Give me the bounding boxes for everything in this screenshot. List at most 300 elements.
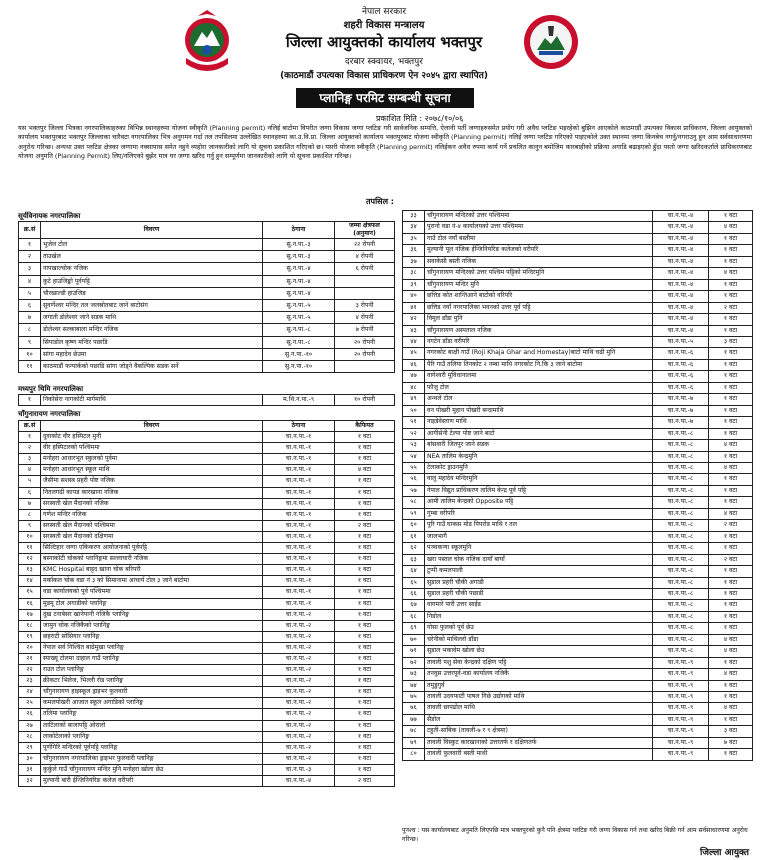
ministry-label: शहरी विकास मन्त्रालय bbox=[343, 20, 425, 31]
table-row bbox=[19, 520, 395, 531]
description-cell: तावली फुलवारी बस्ती माथी bbox=[425, 749, 653, 760]
address-cell: चा.न.पा.-२ bbox=[263, 709, 335, 720]
address-cell: चा.न.पा.-८ bbox=[653, 646, 709, 657]
table-row bbox=[403, 279, 753, 290]
serial-cell: ५५ bbox=[403, 462, 425, 473]
remarks-cell: १ वटा bbox=[709, 588, 753, 599]
table-row bbox=[403, 382, 753, 393]
remarks-cell: १ वटा bbox=[709, 714, 753, 725]
table-row bbox=[19, 565, 395, 576]
description-cell: नगटेन डाँडा वरीपरि bbox=[425, 336, 653, 347]
description-cell: चाँगुनारायण मन्दिर मुनि bbox=[425, 279, 653, 290]
serial-cell: ६८ bbox=[403, 611, 425, 622]
serial-cell: १० bbox=[19, 531, 41, 542]
serial-cell: ४३ bbox=[403, 325, 425, 336]
description-cell: तावली छापढोल माथि bbox=[425, 703, 653, 714]
table-row bbox=[403, 371, 753, 382]
serial-cell: ६७ bbox=[403, 600, 425, 611]
address-cell: चा.न.पा.-४ bbox=[653, 302, 709, 313]
address-cell: सु.न.पा.-४ bbox=[263, 287, 335, 299]
description-cell: सिल्टिहार जग्गा एकिकरण आयोजनाको पूर्वपट्टि bbox=[41, 543, 263, 554]
remarks-cell: १ वटा bbox=[335, 598, 395, 609]
description-cell: विमुल डाँडा मुनि bbox=[425, 314, 653, 325]
address-cell: चा.न.पा.-८ bbox=[653, 634, 709, 645]
description-cell: तावली पशु सेवा केन्द्रको दक्षिण पट्टि bbox=[425, 657, 653, 668]
remarks-cell: १ वटा bbox=[335, 509, 395, 520]
serial-cell: ५७ bbox=[403, 485, 425, 496]
serial-cell: ७१ bbox=[403, 646, 425, 657]
table-row bbox=[403, 394, 753, 405]
column-header: क्र.सं bbox=[19, 421, 41, 432]
address-cell: चा.न.पा.-१ bbox=[263, 432, 335, 443]
description-cell: गणेश मन्दिर नजिक bbox=[41, 509, 263, 520]
remarks-cell: २ वटा bbox=[335, 776, 395, 787]
table-row bbox=[403, 611, 753, 622]
table-row bbox=[19, 620, 395, 631]
address-cell: चा.न.पा.-१ bbox=[263, 454, 335, 465]
address-cell: चा.न.पा.-८ bbox=[653, 588, 709, 599]
description-cell: वागमारे पारी उत्तर साईड bbox=[425, 600, 653, 611]
description-cell: सुडाल प्रहरी चौकी अगाडी bbox=[425, 577, 653, 588]
serial-cell: ५ bbox=[19, 476, 41, 487]
table-row bbox=[403, 737, 753, 748]
description-cell: तावली विस्कुट कारखानाको उत्तरतर्फ र दक्षिणतर्फ bbox=[425, 737, 653, 748]
serial-cell: ३४ bbox=[403, 222, 425, 233]
address-cell: चा.न.पा.-८ bbox=[653, 451, 709, 462]
remarks-cell: १ वटा bbox=[709, 211, 753, 222]
table-row bbox=[403, 211, 753, 222]
remarks-cell: ४ वटा bbox=[709, 268, 753, 279]
remarks-cell: ४ वटा bbox=[709, 703, 753, 714]
remarks-cell: ४ रोपनी bbox=[335, 251, 395, 263]
address-cell: चा.न.पा.-२ bbox=[263, 687, 335, 698]
table-row bbox=[19, 531, 395, 542]
address-cell: चा.न.पा.-८ bbox=[653, 508, 709, 519]
remarks-cell: १ वटा bbox=[709, 245, 753, 256]
description-cell: चाँगुनारायण हाइस्कूल ड्राइभर फुलवारी bbox=[41, 687, 263, 698]
serial-cell: ७ bbox=[19, 312, 41, 324]
remarks-cell: २० रोपनी bbox=[335, 336, 395, 348]
address-cell: चा.न.पा.-८ bbox=[653, 485, 709, 496]
description-cell: फौजु टोल bbox=[425, 382, 653, 393]
serial-cell: ५२ bbox=[403, 428, 425, 439]
address-cell: सु.न.पा.-५ bbox=[263, 312, 335, 324]
address-cell: चा.न.पा.-९ bbox=[653, 726, 709, 737]
remarks-cell: १ वटा bbox=[709, 394, 753, 405]
remarks-cell: २ वटा bbox=[709, 302, 753, 313]
description-cell: चाँगुनारायण नगरपालिका ड्राइभर फुलवारी प्लानिङ्ग bbox=[41, 753, 263, 764]
address-cell: सु.न.पा.-८ bbox=[263, 336, 335, 348]
serial-cell: ७४ bbox=[403, 680, 425, 691]
address-cell: चा.न.पा.-१ bbox=[263, 598, 335, 609]
address-cell: चा.न.पा.-२ bbox=[263, 742, 335, 753]
description-cell: नेपाल विद्युत प्राधिकरण तालिम केन्द्र पूर्व पट्टि bbox=[425, 485, 653, 496]
table-row bbox=[19, 554, 395, 565]
remarks-cell: १ वटा bbox=[709, 485, 753, 496]
table-row bbox=[403, 669, 753, 680]
serial-cell: २३ bbox=[19, 676, 41, 687]
remarks-cell: १ वटा bbox=[335, 443, 395, 454]
remarks-cell: १ वटा bbox=[335, 642, 395, 653]
serial-cell: १ bbox=[19, 432, 41, 443]
table-row bbox=[403, 714, 753, 725]
description-cell: दुवाकोट वीर हस्पिटल मुनी bbox=[41, 432, 263, 443]
table-row bbox=[403, 749, 753, 760]
serial-cell: २४ bbox=[19, 687, 41, 698]
serial-cell: ९ bbox=[19, 520, 41, 531]
table-row bbox=[19, 251, 395, 263]
table-row bbox=[403, 314, 753, 325]
remarks-cell: १ वटा bbox=[709, 382, 753, 393]
suryabinayak-table bbox=[18, 221, 395, 373]
table-row bbox=[403, 543, 753, 554]
table-row bbox=[403, 577, 753, 588]
serial-cell: ११ bbox=[19, 543, 41, 554]
address-cell: चा.न.पा.-८ bbox=[653, 428, 709, 439]
table-row bbox=[19, 665, 395, 676]
remarks-cell: १ वटा bbox=[709, 279, 753, 290]
table-row bbox=[19, 742, 395, 753]
serial-cell: ५१ bbox=[403, 417, 425, 428]
table-row bbox=[19, 324, 395, 336]
description-cell: राउत टोल प्लानिङ्ग bbox=[41, 665, 263, 676]
remarks-cell: २ वटा bbox=[335, 520, 395, 531]
table-row bbox=[403, 268, 753, 279]
description-cell: नापखाल्चोक नजिक bbox=[41, 263, 263, 275]
description-cell: सांगा महादेव छेउमा bbox=[41, 348, 263, 360]
serial-cell: ३८ bbox=[403, 268, 425, 279]
serial-cell: २८ bbox=[19, 731, 41, 742]
table-row bbox=[403, 531, 753, 542]
table-row bbox=[19, 709, 395, 720]
table-row bbox=[19, 609, 395, 620]
serial-cell: २६ bbox=[19, 709, 41, 720]
remarks-cell: १ वटा bbox=[709, 291, 753, 302]
column-header: क्र.सं bbox=[19, 222, 41, 239]
address-cell: चा.न.पा.-२ bbox=[263, 620, 335, 631]
description-cell: लाकोटेलाको प्लानिङ्ग bbox=[41, 731, 263, 742]
serial-cell: ५९ bbox=[403, 508, 425, 519]
serial-cell: ६४ bbox=[403, 566, 425, 577]
remarks-cell: २० रोपनी bbox=[335, 348, 395, 360]
address-cell: चा.न.पा.-२ bbox=[263, 698, 335, 709]
address-cell: चा.न.पा.-१ bbox=[263, 443, 335, 454]
serial-cell: ७० bbox=[403, 634, 425, 645]
remarks-cell bbox=[335, 287, 395, 299]
table-row bbox=[19, 432, 395, 443]
address-cell: चा.न.पा.-८ bbox=[653, 520, 709, 531]
description-cell: सरस्वती खेल मैदानको पश्चिममा bbox=[41, 520, 263, 531]
description-cell: कुटे हाउजिङ्को पूर्वपट्टि bbox=[41, 275, 263, 287]
table-row bbox=[19, 239, 395, 251]
address-cell: चा.न.पा.-६ bbox=[653, 348, 709, 359]
serial-cell: ५६ bbox=[403, 474, 425, 485]
serial-cell: ५० bbox=[403, 405, 425, 416]
remarks-cell: ४ वटा bbox=[709, 440, 753, 451]
remarks-cell: ४ वटा bbox=[709, 669, 753, 680]
remarks-cell: १ वटा bbox=[335, 543, 395, 554]
remarks-cell: १ वटा bbox=[709, 680, 753, 691]
table-row bbox=[19, 687, 395, 698]
description-cell: टेलाकोट ड्राउनमुनि bbox=[425, 462, 653, 473]
serial-cell: ३५ bbox=[403, 233, 425, 244]
description-cell: टुप्पी कमलपाली bbox=[425, 566, 653, 577]
remarks-cell: ४ वटा bbox=[709, 222, 753, 233]
remarks-cell: १ वटा bbox=[709, 325, 753, 336]
remarks-cell: १ वटा bbox=[335, 731, 395, 742]
remarks-cell: १ वटा bbox=[709, 657, 753, 668]
serial-cell: ११ bbox=[19, 361, 41, 373]
remarks-cell: १ वटा bbox=[335, 687, 395, 698]
description-cell: कुर्कुले गाउँ चाँगुनारायण मन्दिर मुनि मनोहरा खोला छेउ bbox=[41, 764, 263, 775]
description-cell: अन्थले टोल bbox=[425, 394, 653, 405]
address-cell: चा.न.पा.-४ bbox=[653, 233, 709, 244]
serial-cell: १३ bbox=[19, 565, 41, 576]
description-cell: नगरकोट बाक्षी गाउँ (Roji Khaja Ghar and Homestay)बाटो माथि चढी मुनि bbox=[425, 348, 653, 359]
description-cell: जैसीमा सशस्त्र प्रहरी पोष्ट नजिक bbox=[41, 476, 263, 487]
remarks-cell: ४ वटा bbox=[709, 508, 753, 519]
table-row bbox=[19, 653, 395, 664]
address-cell: चा.न.पा.-४ bbox=[653, 245, 709, 256]
office-title: जिल्ला आयुक्तको कार्यालय भक्तपुर bbox=[285, 33, 483, 51]
address-cell: चा.न.पा.-२ bbox=[263, 753, 335, 764]
description-cell: मुल्पानी बारी ईन्जिनियरिङ कलेज वरीपरी bbox=[41, 776, 263, 787]
government-label: नेपाल सरकार bbox=[361, 7, 407, 17]
serial-cell: ४७ bbox=[403, 371, 425, 382]
remarks-cell: ४ वटा bbox=[335, 465, 395, 476]
address-cell: चा.न.पा.-८ bbox=[653, 623, 709, 634]
address-cell: चा.न.पा.-९ bbox=[653, 680, 709, 691]
address-cell: चा.न.पा.-७ bbox=[653, 405, 709, 416]
serial-cell: १६ bbox=[19, 598, 41, 609]
serial-cell: ८ bbox=[19, 509, 41, 520]
description-cell: मुडमू टोल अगाडीको प्लानिङ्ग bbox=[41, 598, 263, 609]
table-row bbox=[403, 474, 753, 485]
description-cell: मर्काकल चोक वडा नं ३ को सिमानामा आचार्य टोल ३ जाने बाटोमा bbox=[41, 576, 263, 587]
table-row bbox=[403, 291, 753, 302]
description-cell: सरस्वती खेल मैदानको दक्षिणमा bbox=[41, 531, 263, 542]
remarks-cell: ७ वटा bbox=[709, 737, 753, 748]
remarks-cell: १ वटा bbox=[335, 764, 395, 775]
table-row bbox=[19, 764, 395, 775]
description-cell: खरा पस्तल चोक नजिक दायाँ बायाँ bbox=[425, 554, 653, 565]
changunarayan-table-right bbox=[402, 210, 753, 761]
table-row bbox=[19, 720, 395, 731]
serial-cell: ६६ bbox=[403, 588, 425, 599]
table-row bbox=[19, 543, 395, 554]
changunarayan-table-left bbox=[18, 420, 395, 787]
description-cell: दुख टनाबेसर खानेपानी नजिकै प्लानिङ्ग bbox=[41, 609, 263, 620]
remarks-cell: १ वटा bbox=[709, 256, 753, 267]
column-header: विवरण bbox=[41, 222, 263, 239]
description-cell: छत्तिड कोत शान्तिआने बाटोको वरिपरि bbox=[425, 291, 653, 302]
serial-cell: ४० bbox=[403, 291, 425, 302]
remarks-cell: ४ वटा bbox=[709, 646, 753, 657]
serial-cell: ६३ bbox=[403, 554, 425, 565]
remarks-cell: १ वटा bbox=[335, 665, 395, 676]
serial-cell: २५ bbox=[19, 698, 41, 709]
address-cell: चा.न.पा.-४ bbox=[653, 314, 709, 325]
table-row bbox=[403, 462, 753, 473]
address-cell: सु.न.पा.-१० bbox=[263, 348, 335, 360]
address-cell: चा.न.पा.-२ bbox=[263, 642, 335, 653]
address-cell: चा.न.पा.-८ bbox=[653, 543, 709, 554]
serial-cell: ६० bbox=[403, 520, 425, 531]
remarks-cell: १ वटा bbox=[709, 531, 753, 542]
address-cell: चा.न.पा.-२ bbox=[263, 731, 335, 742]
remarks-cell: ४ वटा bbox=[709, 634, 753, 645]
description-cell: मनोहरा आधारभूत स्कूल माथि bbox=[41, 465, 263, 476]
address-cell: चा.न.पा.-३ bbox=[263, 764, 335, 775]
table-row bbox=[403, 600, 753, 611]
serial-cell: २७ bbox=[19, 720, 41, 731]
table-row bbox=[19, 509, 395, 520]
remarks-cell: १ वटा bbox=[335, 454, 395, 465]
address-cell: चा.न.पा.-९ bbox=[653, 703, 709, 714]
description-cell: कमलपोखरी आजात स्कूल अगाडिको प्लानिङ्ग bbox=[41, 698, 263, 709]
description-cell: तनवुस उत्तरपूर्व-वडा कार्यालय नजिकै bbox=[425, 669, 653, 680]
address-cell: चा.न.पा.-८ bbox=[653, 566, 709, 577]
description-cell: क्रीकटर भिलेज, भिल्ली रोड प्लानिङ्ग bbox=[41, 676, 263, 687]
table-row bbox=[403, 302, 753, 313]
serial-cell: ७२ bbox=[403, 657, 425, 668]
table-row bbox=[403, 325, 753, 336]
table-row bbox=[19, 465, 395, 476]
table-row bbox=[19, 487, 395, 498]
remarks-cell: १ वटा bbox=[335, 432, 395, 443]
table-row bbox=[403, 485, 753, 496]
address-cell: चा.न.पा.-५ bbox=[653, 336, 709, 347]
serial-cell: ७७ bbox=[403, 714, 425, 725]
description-cell: गुम्बा वरीपरि bbox=[425, 508, 653, 519]
table-row bbox=[19, 348, 395, 360]
table-row bbox=[19, 598, 395, 609]
table-row bbox=[403, 508, 753, 519]
address-cell: चा.न.पा.-१ bbox=[263, 487, 335, 498]
table-row bbox=[403, 497, 753, 508]
table-row bbox=[19, 275, 395, 287]
remarks-cell: १ वटा bbox=[709, 348, 753, 359]
table-row bbox=[19, 576, 395, 587]
remarks-cell: १ वटा bbox=[709, 543, 753, 554]
madhyapur-thimi-table bbox=[18, 394, 395, 406]
table-row bbox=[403, 440, 753, 451]
publish-date: प्रकाशित मिति : २०७८/१०/०६ bbox=[376, 114, 464, 123]
address-cell: चा.न.पा.-८ bbox=[653, 577, 709, 588]
serial-cell: ४५ bbox=[403, 348, 425, 359]
address-cell: चा.न.पा.-२ bbox=[263, 631, 335, 642]
remarks-cell: ६ रोपनी bbox=[335, 263, 395, 275]
description-cell: चौरखाल्डी हाउजिङ bbox=[41, 287, 263, 299]
address-cell: चा.न.पा.-७ bbox=[653, 394, 709, 405]
table-row bbox=[403, 692, 753, 703]
address-cell: चा.न.पा.-१ bbox=[263, 543, 335, 554]
intro-paragraph: यस भक्तपुर जिल्ला भित्रका नगरपालिकाहरुका विभिन्न स्थानहरुमा योजना स्वीकृति (Planning permit) नलिई बाटोमा विपरीत जग्गा विकास जग्गा प्लटिङ गरी सार्वजनिक सम्पत्ति, ऐलानी पर्ती जग्गाहरुसमेत प्रयोग गरी अवैध प्लटिङ भइरहेको बुझिन आएकोले काठमाडौं उपत्यका विकास प्राधिकरण, जिल्ला आयुक्तको कार्यालय भक्तपुरबाट भक्तपुर जिल्लाका चारैवटा नगरपालिका भित्र अनुगमन गर्दा तल तपसिलमा उल्लेखित स्थानहरुमा का.उ.वि.प्रा. जिल्ला आयुक्तको कार्यालय भक्तपुरबाट योजना स्वीकृति (Planning permit) नलिई जग्गा प्लटिङ गरिएको पाइएकोले उक्त स्थानमा जग्गा किनबेच नगर्नु/नगराउनु हुन आम सर्वसाधारणमा अनुरोध गरिन्छ। अन्यथा उक्त प्लटिङ क्षेत्रका जग्गामा नक्सापास समेत नहुने व्यहोरा जानकारीको लागि यो सूचना प्रकाशित गरिएको छ। यसरी योजना स्वीकृति (Planning permit) नलिईकन अवैध रुपमा कार्य गर्ने प्रचलित कानुन बमोजिम कारबाहीको प्रक्रिया अगाडि बढाइएको हुँदा यस्तो जग्गा खरिदकर्ताले प्राधिकरणबाट योजना अनुमति (Planning Permit) लिए/नलिएको बुझेर मात्र घर जग्गा खरिद गर्नु हुन सम्पूर्णमा जानकारीको लागि यो सूचना प्रकाशित गरिन्छ। bbox=[18, 124, 752, 160]
remarks-cell: १ वटा bbox=[709, 749, 753, 760]
remarks-cell: ३ रोपनी bbox=[335, 300, 395, 312]
remarks-cell: १ वटा bbox=[335, 487, 395, 498]
address-cell: चा.न.पा.-१ bbox=[263, 465, 335, 476]
remarks-cell: ७ रोपनी bbox=[335, 324, 395, 336]
address-cell: चा.न.पा.-६ bbox=[653, 371, 709, 382]
serial-cell: १० bbox=[19, 348, 41, 360]
remarks-cell: १ वटा bbox=[335, 565, 395, 576]
address-cell: चा.न.पा.-८ bbox=[653, 531, 709, 542]
table-row bbox=[403, 428, 753, 439]
serial-cell: ३३ bbox=[403, 211, 425, 222]
table-row bbox=[403, 566, 753, 577]
address-cell: चा.न.पा.-८ bbox=[653, 474, 709, 485]
address-cell: चा.न.पा.-९ bbox=[653, 714, 709, 725]
description-cell: छत्तिड नयाँ नगरपालिका भवनको उत्तर पूर्व पट्टि bbox=[425, 302, 653, 313]
serial-cell: २ bbox=[19, 443, 41, 454]
table-row bbox=[403, 233, 753, 244]
remarks-cell: १ वटा bbox=[709, 451, 753, 462]
serial-cell: ७५ bbox=[403, 692, 425, 703]
remarks-cell: १ वटा bbox=[335, 742, 395, 753]
serial-cell: १ bbox=[19, 239, 41, 251]
address-cell: चा.न.पा.-४ bbox=[653, 256, 709, 267]
table-row bbox=[403, 657, 753, 668]
postscript-note: पुनश्च : यस कार्यालयबाट अनुमति लिएपछि मात्र भक्तपुरको कुनै पनि क्षेत्रमा प्लटिङ गरी जग्गा विकास गर्न तथा खरिद बिक्री गर्न आम सर्वसाधारणमा अनुरोध गरिन्छ। bbox=[402, 827, 748, 843]
serial-cell: २९ bbox=[19, 742, 41, 753]
serial-cell: २ bbox=[19, 251, 41, 263]
description-cell: सिपाडोल कृष्ण मन्दिर पछाडि bbox=[41, 336, 263, 348]
column-header: ठेगाना bbox=[263, 222, 335, 239]
description-cell: चाँगुनारायण अस्पताल नजिक bbox=[425, 325, 653, 336]
serial-cell: १ bbox=[19, 395, 41, 406]
address-cell: सु.न.पा.-५ bbox=[263, 300, 335, 312]
description-cell: जामुन चोक नजिकैको प्लानिङ्ग bbox=[41, 620, 263, 631]
address-cell: चा.न.पा.-४ bbox=[653, 211, 709, 222]
table-row bbox=[19, 776, 395, 787]
serial-cell: १२ bbox=[19, 554, 41, 565]
description-cell: निकोसेरा नागकोटी मार्गमाथि bbox=[41, 395, 263, 406]
description-cell: तावली उदयफाटी पाषल गिछे उद्योगको माथि bbox=[425, 692, 653, 703]
table-row bbox=[19, 731, 395, 742]
description-cell: सैडोल bbox=[425, 714, 653, 725]
table-row bbox=[19, 498, 395, 509]
serial-cell: ३ bbox=[19, 454, 41, 465]
description-cell: लाटिलाको बाजापट्टि ओरालो bbox=[41, 720, 263, 731]
table-row bbox=[19, 361, 395, 373]
serial-cell: ६ bbox=[19, 300, 41, 312]
remarks-cell: ३ वटा bbox=[709, 726, 753, 737]
serial-cell: ५ bbox=[19, 287, 41, 299]
table-row bbox=[19, 287, 395, 299]
address-cell: सु.न.पा.-४ bbox=[263, 263, 335, 275]
remarks-cell: १ वटा bbox=[709, 577, 753, 588]
remarks-cell: १ वटा bbox=[335, 698, 395, 709]
remarks-cell: १ वटा bbox=[709, 497, 753, 508]
remarks-cell: १ वटा bbox=[709, 233, 753, 244]
serial-cell: ६१ bbox=[403, 531, 425, 542]
description-cell: छहराटी सोसियार प्लानिङ्ग bbox=[41, 631, 263, 642]
remarks-cell: १ वटा bbox=[709, 417, 753, 428]
description-cell: नाइडेवेस्ताण माथि bbox=[425, 417, 653, 428]
description-cell: आगीसेनी टेल्पा पोष्ट जाने बाटो bbox=[425, 428, 653, 439]
serial-cell: १५ bbox=[19, 587, 41, 598]
description-cell: पैरि गाउँ तलिया तिनकोट २ नम्बा माथि नगरकोट नि.कि ३ जाने बाटोमा bbox=[425, 359, 653, 370]
table-row bbox=[19, 395, 395, 406]
address-cell: चा.न.पा.-१ bbox=[263, 554, 335, 565]
serial-cell: ५४ bbox=[403, 451, 425, 462]
remarks-cell: १ वटा bbox=[709, 359, 753, 370]
serial-cell: ३० bbox=[19, 753, 41, 764]
address-cell: चा.न.पा.-६ bbox=[653, 382, 709, 393]
table-row bbox=[403, 554, 753, 565]
address-cell: चा.न.पा.-४ bbox=[653, 325, 709, 336]
